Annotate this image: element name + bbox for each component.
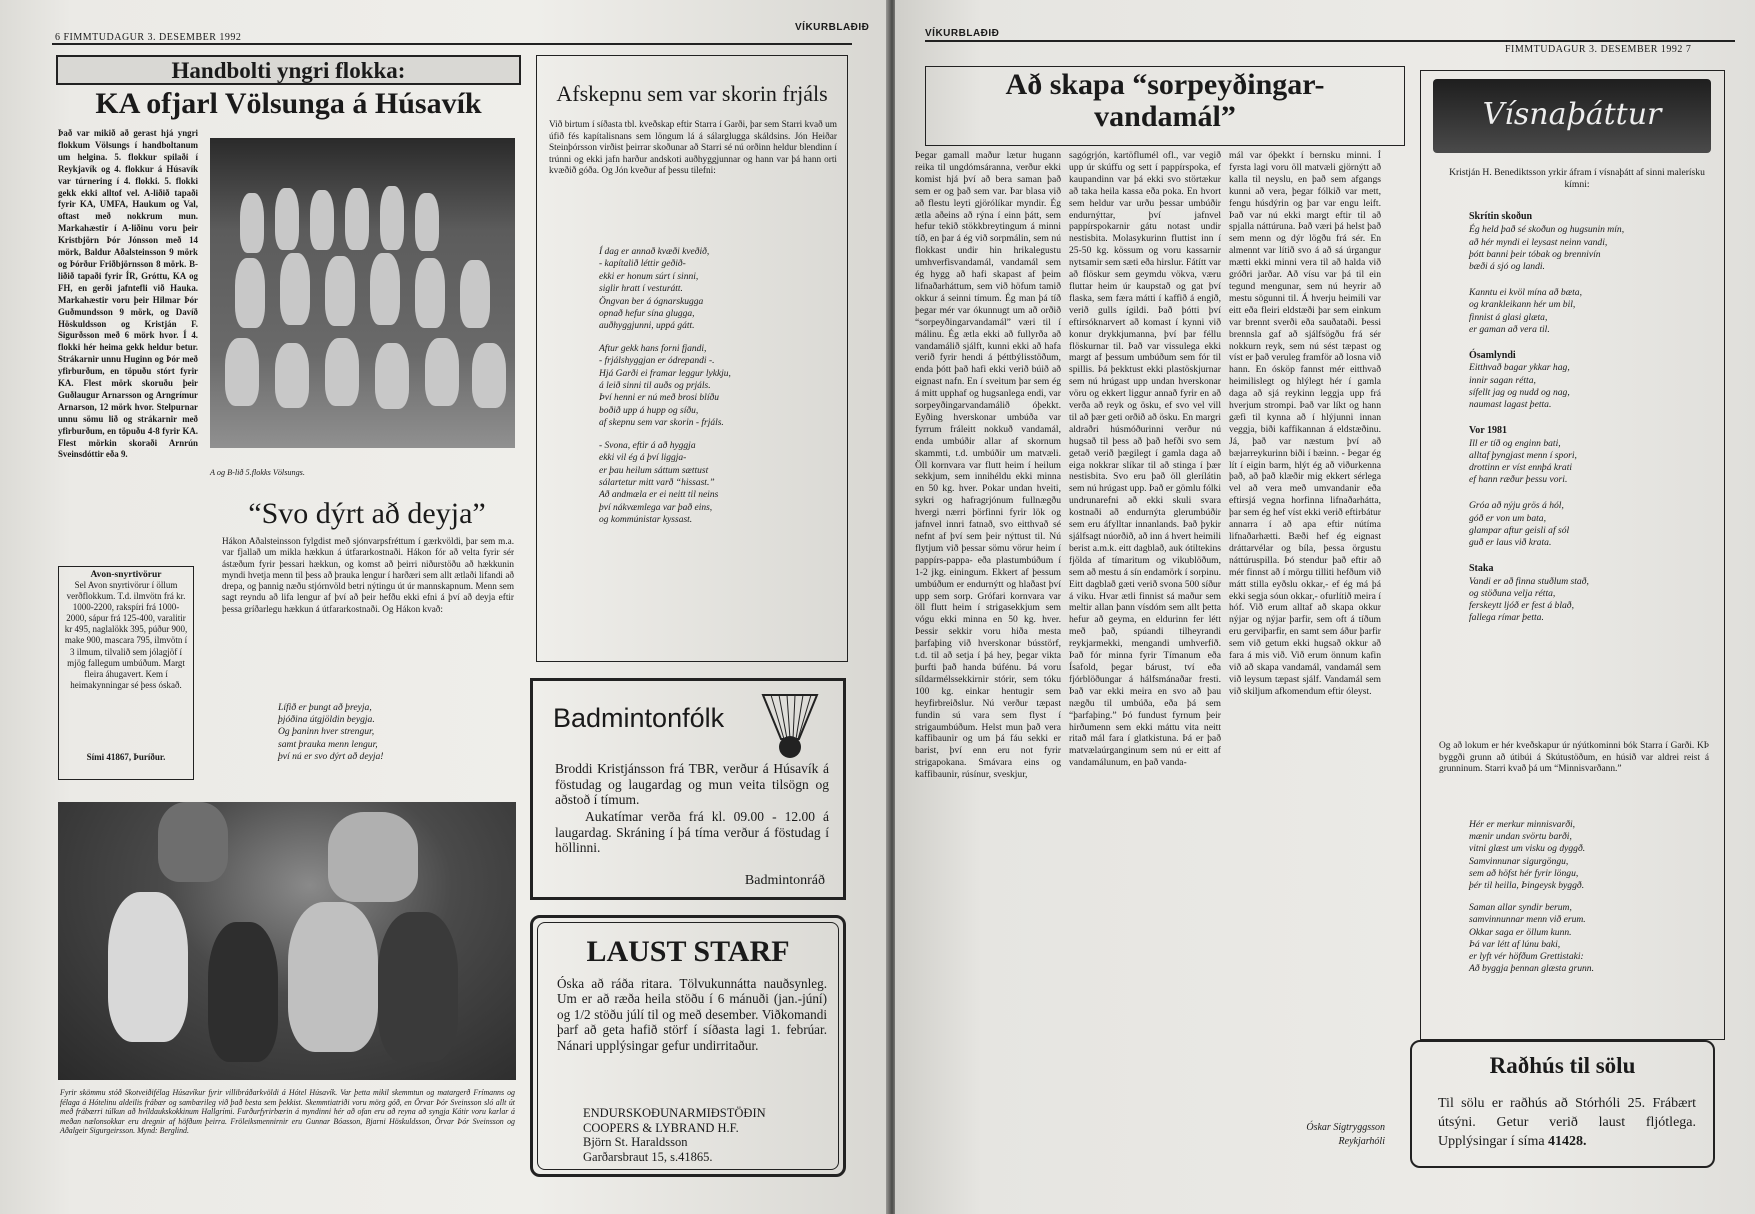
radhus-phone: 41428.: [1548, 1134, 1587, 1149]
radhus-body-wrap: [1438, 1094, 1696, 1151]
laust-starf-contact: [583, 1106, 766, 1164]
avon-signoff: Sími 41867, Þuríður.: [86, 752, 166, 762]
visnathattur-title: Vísnaþáttur: [1482, 97, 1662, 132]
sorp-column-1: Þegar gamall maður lætur hugann reika til ungdómsáranna, verður ekki komist hjá því að bera saman það sem er og það sem var. Þar blasa við að flestu leyti gjörólíkar myndir. Ég ætla aðeins að rýna í einn þátt, sem hefur tekið stökkbreytingum á minni tíð, en þar á ég við sorpmálin, sem nú flokkast undir hin hrikalegustu umhverfisvandamál, vandamál sem ég hygg að hafi skapast af þeim lifnaðarháttum, sem við höfum tamið okkur á seinni tímum. Ég man þá tíð þegar mér var ókunnugt um að orðið “sorpeyðingarvandamál” væri til í málinu. Ég ætla ekki að fullyrða að vandamálið sjálft, kunni ekki að hafa verið fyrir hendi á þéttbýlisstöðum, enda þótt það hafi ekki verið búið að eignast nafn. En í sveitum þar sem ég á mitt upphaf og hugsanlega endi, var sorpeyðingarvandamálið óþekkt. Eyðing hverskonar umbúða var fyrrum fráleitt nokkuð vandamál, enda umbúðir allar af skornum skammti, t.d. umbúðir um matvæli. Öll kornvara var flutt heim í heilum sekkjum, sem innihéldu ekki minna en 50 kg. hver. Pokar undan hveiti, sykri og hafragrjónum fullnægðu hvergi nærri þörfinni fyrir lök og jafnvel innri fatnað, svo eitthvað sé nefnt af því sem þeir nýttust til. Nú flytjum við þessar sömu vörur heim í pappírs-pappa- eða plastumbúðum í 1-2 jkg. einingum. Ekkert af þessum umbúðum er endurnýtt og hlaðast því upp sem sorp. Grófari kornvara var öll flutt heim í strigasekkjum sem vógu ekki minna en 50 kg. hver. Þessir sekkir voru hiða mesta þarfaþing við hverskonar bússtörf, t.d. til að setja í þá hey, þegar vikta þurfti það handa búfénu. Þá voru síldarmélssekkirnir stórir, sem tóku 100 kg. einkar hentugir sem heyfirbreiðslur. Nú verður tæpast fundin sú vara sem flyst í strigaumbúðum. Helst mun það vera kaffibaunir og um þá fáu sekki er barist, því enn eru not fyrir strigapokana. Smávara eins og kaffibaunir, rúsínur, sveskjur,: [915, 150, 1061, 781]
visna-intro: Kristján H. Benediktsson yrkir áfram í vísnaþátt af sinni malerísku kímni:: [1449, 167, 1705, 190]
visnathattur-banner: [1433, 79, 1711, 153]
dyrt-headline: “Svo dýrt að deyja”: [248, 497, 486, 530]
left-folio: 6 FIMMTUDAGUR 3. DESEMBER 1992: [55, 32, 242, 43]
dyrt-poem: Lífið er þungt að þreyja, þjóðina útgjöldin beygja. Og þaninn hver strengur, samt þrauka menn lengur, því nú er svo dýrt að deyja!: [278, 702, 384, 762]
header-rule: [52, 43, 852, 45]
badminton-ad: [530, 678, 846, 900]
sorp-headline: Að skapa “sorpeyðingar-vandamál”: [1005, 68, 1325, 133]
radhus-title: Raðhús til sölu: [1489, 1053, 1636, 1078]
laust-starf-ad: [530, 915, 846, 1177]
avon-title: Avon-snyrtivörur: [90, 570, 162, 580]
afskepnu-poem: Í dag er annað kvæði kveðið, - kapítalið léttir geðið- ekki er honum súrt í sinni, siglir hratt í vesturátt. Öngvan ber á ógnarskugga opnað hefur sína glugga, auðhyggjunni, uppá gátt. Aftur gekk hans forni fjandi, - frjálshyggjan er ódrepandi -. Hjá Garði ei framar leggur lykkju, á leið sinni til auðs og prjáls. Því henni er nú með brosi blíðu boðið upp á hupp og síðu, af skepnu sem var skorin - frjáls. - Svona, eftir á að hyggja ekki vil ég á því liggja- er þau heilum sáttum sættust sálartetur mitt varð “hissast.” Að andmæla er ei neitt til neins því nákvæmlega var það eins, og kommúnistar kyssast.: [599, 247, 731, 526]
badminton-title: Badmintonfólk: [553, 703, 725, 733]
visna-outro: Og að lokum er hér kveðskapur úr nýútkominni bók Starra í Garði. KÞ byggði grunn að útibúi á Skútustöðum, en húsið var aldrei reist á grunninum. Starri kvað þá um “Minnisvarðann.”: [1439, 741, 1709, 775]
sorp-place: Reykjarhóli: [1338, 1136, 1385, 1147]
right-header-rule: [925, 40, 1735, 42]
afskepnu-box: [536, 55, 848, 662]
visna-verses: Skrítin skoðun Ég held það sé skoðun og hugsunin mín, að hér myndi ei leysast neinn vandi, þótt banni þeir tóbak og brennivín bæði á sjó og landi. Kanntu ei kvöl mína að bæta, og krankleikann hér um bil, finnist á glasi glæta, er gaman að vera til. Ósamlyndi Eitthvað bagar ykkar hag, innir sagan rétta, sífellt jag og nudd og nag, naumast lagast þetta. Vor 1981 Ill er tíð og enginn bati, alltaf þyngjast menn í spori, drottinn er víst ennþá krati ef hann ræður þessu vori. Gróa að nýju grös á hól, góð er von um bata, glampar aftur geisli af sól guð er laus við krata. Staka Vandi er að finna stuðlum stað, og stöðuna velja rétta, ferskeytt ljóð er fest á blað, fallega rímar þetta.: [1469, 211, 1709, 625]
avon-ad: [58, 566, 194, 780]
dyrt-body: Hákon Aðalsteinsson fylgdist með sjónvarpsfréttum í gærkvöldi, þar sem m.a. var fjallað um mikla hækkun á útfararkostnaði. Hákon fór að velta fyrir sér ástæðum fyrir þessari hækkun, og komst að þeirri niðurstöðu að hækkunin myndi hvetja menn til þess að þrauka lengur í harðæri sem allt ætlaði lifandi að drepa, og þannig næðu stjórnvöld betri nýtingu út úr mannskapnum. Menn sem sagt reyndu að lifa lengur af því að þeir hefðu ekki efni á því að deyja eftir þessa gríðarlegu hækkun á útfararkostnaði. Og Hákon kvað:: [222, 536, 514, 614]
laust-starf-person: Björn St. Haraldsson: [583, 1135, 688, 1149]
handbolti-photo-caption: A og B-lið 5.flokks Völsungs.: [210, 468, 305, 477]
right-page: [895, 0, 1755, 1214]
right-paper-name: VÍKURBLAÐIÐ: [925, 28, 1000, 39]
shuttlecock-icon: [759, 691, 821, 761]
laust-starf-body: Óska að ráða ritara. Tölvukunnátta nauðsynleg. Um er að ræða heila stöðu í 6 mánuði (jan.-júní) og 1/2 stöðu júlí til og með desember. Viðkomandi þarf að geta hafið störf í síðasta lagi 1. febrúar. Nánari upplýsingar gefur undirritaður.: [557, 976, 827, 1053]
visna-last-poem: Hér er merkur minnisvarði, mænir undan svörtu barði, vitni glæst um visku og dyggð. Samvinnunar sigurgöngu, sem að höfst hér fyrir löngu, þér til heilla, Þingeysk byggð. Saman allar syndir berum, samvinnunnar menn við erum. Okkar saga er öllum kunn. Þá var létt af lúnu baki, er lyft vér höfðum Grettistaki: Að byggja þennan glæsta grunn.: [1469, 819, 1594, 975]
handbolti-headline: KA ofjarl Völsunga á Húsavík: [95, 87, 482, 120]
sorp-author: Óskar Sigtryggsson: [1306, 1122, 1385, 1133]
afskepnu-body: Við birtum í síðasta tbl. kveðskap eftir Starra í Garði, þar sem Starri kvað um úfið fés kapítalisnans sem löngum lá á sálarglugga skáldsins. Jón Heiðar Steinþórsson virðist þeirrar skoðunar að Starri sé nú orðinn heldur blendinn í trúnni og ekki jafn harður andskoti auðhyggjunnar og hann var þá hann orti kvæðið góða. Og Jón kveður af þessu tilefni:: [549, 120, 837, 177]
left-paper-name: VÍKURBLAÐIÐ: [795, 22, 870, 33]
sorp-column-2: sagógrjón, kartöflumél ofl., var vegið upp úr skúffu og sett í pappírspoka, ef kaupandinn var þá ekki svo störtækur að taka heila kassa eða poka. En hvort sem heldur var urðu þessar umbúðir endurnýttar, því jafnvel pappírspokarnir gátu notast undir nestisbita. Molasykurinn fluttist inn í 25-50 kg. kössum og voru kassarnir nytsamir sem sæti eða hirslur. Fátítt var að flöskur sem geymdu vökva, væru fluttar heim úr kaupstað og gat því flaska, sem færa mátti í kaffið á engið, verið gulls ígildi. Það þótti því eftirsóknarvert að komast í kynni við konur drykkjumanna, því þar féllu flöskurnar til. Það var vissulega ekki margt af þessum umbúðum sem fór til spillis. Þá þekktust ekki plastöskjurnar sem nú hrúgast upp undan hverskonar vöru og ekkert liggur annað fyrir en að verða að reyk og ösku, ef svo vel vill til að þær geti orðið að ösku. En margri aldraðri húsmóðurinni verður nú hugsað til þess að það hefði svo sem getað verið þægilegt í gamla daga að eiga nokkrar slíkar til að stinga í þær nestisbita. Svo eru það öll glerílátin sem nú hrúgast upp. Það er gömlu fólki undrunarefni að ekki skuli svara kostnaði að endurnýta glerumbúðir sem eru áfylltar innanlands. Það þykir sjálfsagt núorðið, að inn á hvert heimili berist a.m.k. eitt dagblað, auk ótiltekins fjölda af tímaritum og vikublöðum, sem að mestu á sín endamörk í sorpinu. Eitt dagblað gæti verið svona 500 síður á viku. Hvar ætli finnist sá maður sem meltir allan þann vísdóm sem allt þetta hefur að geyma, en eldurinn fer létt með það, spúandi tilheyrandi reykjarmekki, mengandi umhverfið. Það fór minna fyrir Tímanum eða Ísafold, þegar bárust, tví eða fjórblöðungar á hálfsmánaðar fresti. Það var ekki meira en svo að þau nægðu til umbúða, eða þá sem “þarfaþing.” Þó fundust fyrnum þeir hirðumenn sem ekki máttu vita neitt ritað mál fara í glatkistuna. Þá er það matvælaúrganginum sem nú er eitt af vandamálunum, en það vanda-: [1069, 150, 1221, 769]
handbolti-body: Það var mikið að gerast hjá yngri flokkum Völsungs í handboltanum um helgina. 5. flokkur spilaði í Reykjavík og 4. flokkur á Húsavík var túrnering í 4. flokki. 5. flokki gekk ekki alltof vel. A-liðið tapaði fyrir KA, UMFA, Haukum og Val, oftast með nokkrum mun. Markahæstir í A-liðinu voru þeir Kristbjörn Þór Jónsson með 14 mörk, Baldur Aðalsteinsson 9 mörk og Þórður Friðbjörnsson 8 mörk. B-liðið tapaði fyrir ÍR, Gróttu, KA og FH, en gerði jafntefli við Hauka. Markahæstir voru þeir Hilmar Þór Guðmundsson 9 mörk, og Davíð Höskuldsson og Kristján F. Sigurðsson með 6 mörk hvor. Í 4. flokki hér heima gekk heldur betur. Strákarnir unnu Huginn og Þór með yfirburðum, en töpuðu stórt fyrir KA. Flest mörk skoruðu þeir Guðlaugur Arnarsson og Arngrímur Arnarson, 12 mörk hvor. Stelpurnar unnu sömu lið og strákarnir með yfirburðum, en töpuðu 4-8 fyrir KA. Flest mörkin skoraði Arnrún Sveinsdóttir eða 9.: [58, 128, 198, 460]
laust-starf-title: LAUST STARF: [586, 935, 790, 968]
handbolti-kicker-box: [56, 55, 521, 85]
radhus-body: Til sölu er raðhús að Stórhóli 25. Frábært útsýni. Getur verið laust fljótlega. Upplýsingar í síma: [1438, 1096, 1696, 1149]
visna-section-title: Vor 1981: [1469, 425, 1508, 437]
visna-section-title: Ósamlyndi: [1469, 350, 1516, 362]
visna-section-title: Staka: [1469, 563, 1494, 575]
handbolti-team-photo: [210, 138, 515, 448]
avon-body: Sel Avon snyrtivörur í öllum verðflokkum. T.d. ilmvötn frá kr. 1000-2200, rakspíri frá 1000-2000, sápur frá 125-400, varalitir kr 495, naglalökk 395, púður 900, make 900, mascara 795, ilmvötn í 3 ilmum, tilvalið sem jólagjöf í mjög fallegum umbúðum. Margt fleira áhugavert. Kem í heimakynningar sé þess óskað.: [64, 580, 188, 690]
radhus-ad: [1410, 1040, 1715, 1168]
laust-starf-org2: COOPERS & LYBRAND H.F.: [583, 1120, 739, 1135]
visna-section-title: Skrítin skoðun: [1469, 211, 1533, 222]
badminton-sign: Badmintonráð: [744, 873, 825, 888]
right-folio: FIMMTUDAGUR 3. DESEMBER 1992 7: [1505, 44, 1692, 55]
visnathattur-box: [1420, 70, 1725, 1040]
laust-starf-address: Garðarsbraut 15, s.41865.: [583, 1149, 713, 1164]
laust-starf-org1: ENDURSKOÐUNARMIÐSTÖÐIN: [583, 1106, 766, 1120]
sorp-headline-box: [925, 66, 1405, 146]
villibrad-caption: Fyrir skömmu stóð Skotveiðifélag Húsavíkur fyrir villibráðarkvöldi á Hótel Húsavík. Var þetta mikil skemmtun og matargerð Frímanns og félaga á Hótelinu aldeilis frábær og sambærileg við það besta sem þekkist. Skemmtiatriði voru mörg góð, en Örvar Þór Sveinsson sló allt út með frábærri túlkun að hvíldaukskokkinum Hallgrími. Furðurfyrirbærin á myndinni hér að ofan eru að reyna að syngja Kátir voru karlar á meðan nælonsokkar eru dregnir af höfðum þeirra. Fröleiksmennirnir eru Gunnar Bóasson, Bjarni Höskuldsson, Örvar Þór Sveinsson og Aðalgeir Sigurgeirsson. Mynd: Berglind.: [60, 1088, 515, 1136]
badminton-body2: Aukatímar verða frá kl. 09.00 - 12.00 á laugardag. Skráning í þá tíma verður á föstudag í höllinni.: [555, 809, 829, 855]
handbolti-kicker: Handbolti yngri flokka:: [171, 58, 406, 83]
afskepnu-headline: Afskepnu sem var skorin frjáls: [556, 81, 828, 106]
villibrad-photo: [58, 802, 516, 1080]
badminton-body1: Broddi Kristjánsson frá TBR, verður á Húsavík á föstudag og laugardag og mun veita tilsögn og aðstoð í tímum.: [555, 761, 829, 807]
sorp-column-3: mál var óþekkt í bernsku minni. Í fyrsta lagi voru öll matvæli gjörnýtt að kalla til neyslu, en það sem afgangs kunni að vera, þegar fólkið var mett, fengu húsdýrin og þar var engu leift. Það var nú ekki margt eftir til að spjalla náttúruna. Það væri þá helst það sem menn og dýr lögðu frá sér. En almennt var lítið svo á að sá úrgangur mætti ekki minni vera til að halda við gróðri jarðar. Að vísu var þá til ein tegund mengunar, sem nú heyrir að mestu sögunni til. Á hverju heimili var eitt eða fleiri eldstæði þar sem einkum var brennt sverði eða sauðataði. Þessi brennsla gaf að sjálfsögðu frá sér nokkurn reyk, sem nú sést tæpast og víst er það veruleg framför að losna við hann. En ósköp fannst mér eitthvað heimilislegt og hlýlegt hér í gamla daga að sjá reykinn leggja upp frá hverjum strompi. Það var líkt og hann gæfi til kynna að í hlýjunni innan veggja, biði kaffikannan á eldstæðinu. Já, það var næstum því að bæjarreykurinn biði í bæinn. - Þegar ég lít í eigin barm, hlýt ég að viðurkenna það, að það klæðir mig ekkert sérlega vel að vera með umvandanir eða eftirsjá vegna horfinna lifnaðarhátta, þar sem ég hef víst ekki verið eftirbátur annarra í að apa eftir nútíma lifnaðarhætti. Bæði hef ég eignast dráttarvélar og bíla, þessa örgustu náttúruspilla. Þó stendur það eftir að mér finnst að í mörgu tilliti hefðum við mátt stilla eyðslu okkar,- ef ég má þá ekki segja sóun okkar,- ofurlítið meira í hóf. Við erum alltaf að skapa okkur nýjar og nýjar þarfir, sem oft á tíðum eru gerviþarfir, en samt sem áður þarfir sem við getum ekki hugsað okkur að fara á mis við. Við erum önnum kafin við að skapa vandamál, vandamál sem við leysum tæpast sjálf. Vandamál sem við skiljum afkomendum eftir óleyst.: [1229, 150, 1381, 697]
